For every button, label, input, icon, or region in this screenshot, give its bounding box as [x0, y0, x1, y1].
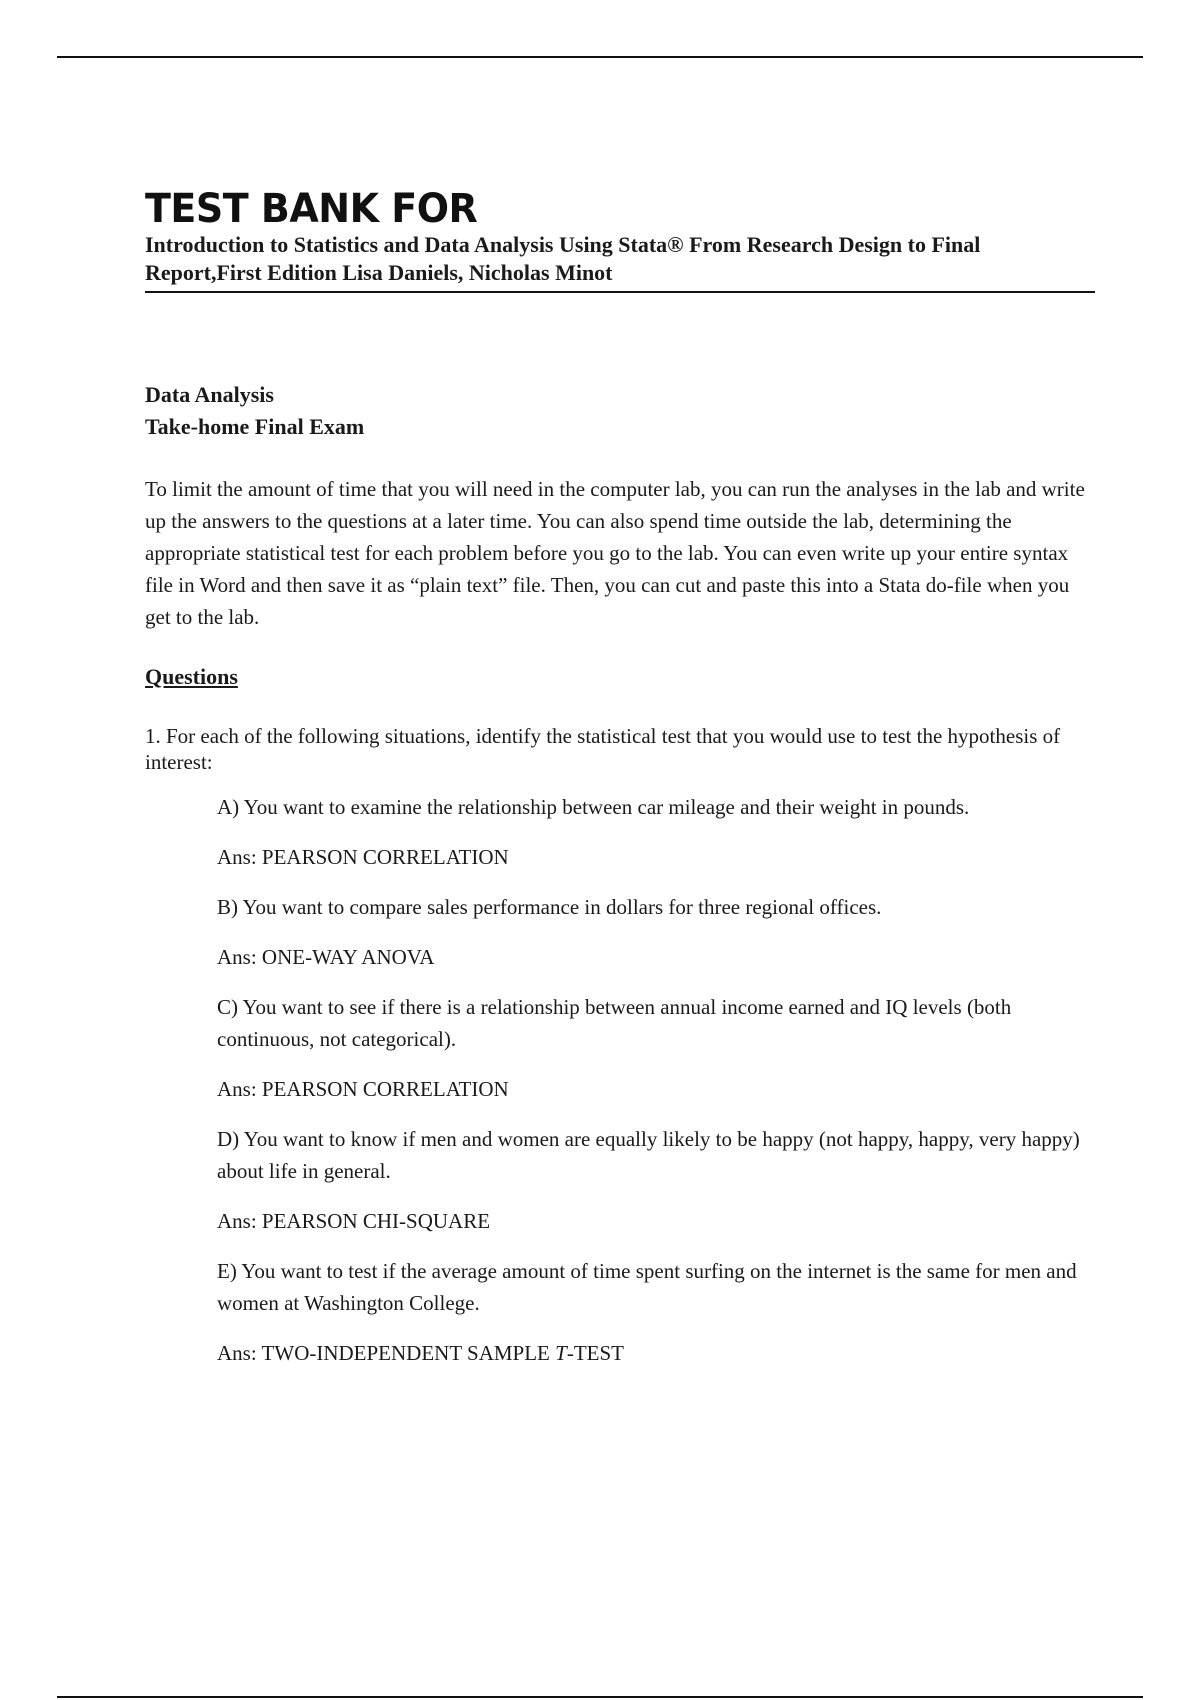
- item-d-answer: Ans: PEARSON CHI-SQUARE: [217, 1209, 491, 1233]
- questions-heading: Questions: [145, 664, 238, 689]
- question-1-items: [217, 791, 1095, 1369]
- document-subtitle: Introduction to Statistics and Data Analysis Using Stata® From Research Design to Final Report,First Edition Lisa Daniels, Nicholas Minot: [145, 231, 1095, 293]
- item-e-answer-italic: T: [555, 1341, 567, 1365]
- item-e-answer: [217, 1337, 1095, 1369]
- item-e-answer-suffix: -TEST: [566, 1341, 624, 1365]
- document-title: TEST BANK FOR: [145, 185, 478, 232]
- item-a-answer: Ans: PEARSON CORRELATION: [217, 845, 509, 869]
- item-e-answer-prefix: Ans: TWO-INDEPENDENT SAMPLE: [217, 1341, 556, 1365]
- bottom-rule: [57, 1696, 1143, 1698]
- item-a-question: A) You want to examine the relationship between car mileage and their weight in pounds.: [217, 795, 970, 819]
- intro-paragraph: To limit the amount of time that you will need in the computer lab, you can run the analyses in the lab and write up the answers to the questions at a later time. You can also spend time outside the lab, determining the appropriate statistical test for each problem before you go to the lab. You can even write up your entire syntax file in Word and then save it as “plain text” file. Then, you can cut and paste this into a Stata do-file when you get to the lab.: [145, 477, 1085, 629]
- item-b-answer: Ans: ONE-WAY ANOVA: [217, 945, 435, 969]
- item-e-question: E) You want to test if the average amount of time spent surfing on the internet is the same for men and women at Washington College.: [217, 1259, 1077, 1315]
- top-rule: [57, 56, 1143, 58]
- section-heading-final-exam: Take-home Final Exam: [145, 414, 365, 439]
- item-c-answer: Ans: PEARSON CORRELATION: [217, 1077, 509, 1101]
- section-heading-data-analysis: Data Analysis: [145, 382, 274, 407]
- item-d-question: D) You want to know if men and women are equally likely to be happy (not happy, happy, very happy) about life in general.: [217, 1127, 1080, 1183]
- exam-heading: [145, 379, 1095, 443]
- document-body: [145, 185, 1095, 1369]
- question-1-prompt: 1. For each of the following situations, identify the statistical test that you would use to test the hypothesis of interest:: [145, 724, 1061, 774]
- item-c-question: C) You want to see if there is a relationship between annual income earned and IQ levels (both continuous, not categorical).: [217, 995, 1012, 1051]
- item-b-question: B) You want to compare sales performance in dollars for three regional offices.: [217, 895, 882, 919]
